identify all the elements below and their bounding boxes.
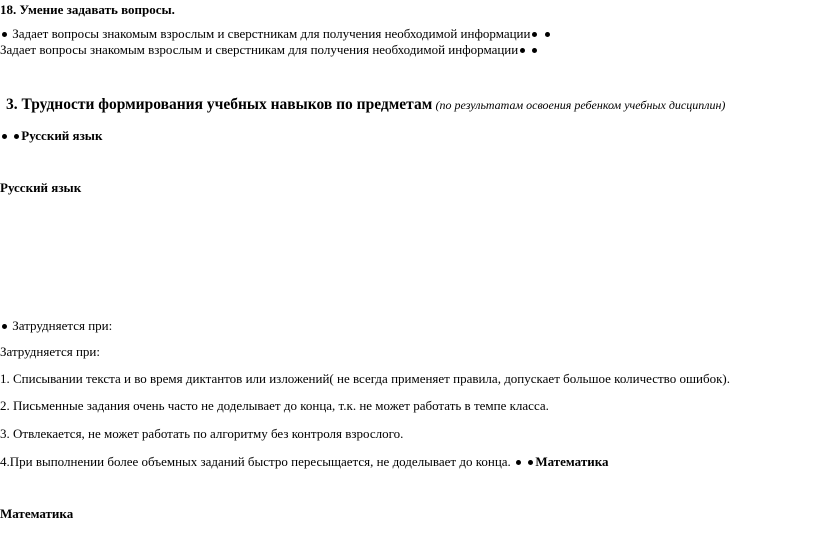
bullet-icon [2, 134, 7, 139]
bullet-icon [2, 324, 7, 329]
bullet-icon [516, 460, 521, 465]
russian-heading: Русский язык [0, 180, 82, 195]
list-item: 1. Списывании текста и во время диктантов или изложений( не всегда применяет правила, допускает большое количество ошибок). [0, 371, 730, 386]
bullet-icon [532, 32, 537, 37]
q18-item-text: Задает вопросы знакомым взрослым и сверстникам для получения необходимой информации [12, 26, 531, 41]
list-item: 3. Отвлекается, не может работать по алгоритму без контроля взрослого. [0, 426, 404, 441]
bullet-icon [528, 460, 533, 465]
bullet-icon [545, 32, 550, 37]
section3-title: 3. Трудности формирования учебных навыков по предметам [6, 96, 433, 113]
bullet-icon [14, 134, 19, 139]
q18-item-bulleted [0, 26, 552, 42]
bullet-icon [532, 48, 537, 53]
math-label: Математика [535, 454, 609, 469]
q18-item-text: Задает вопросы знакомым взрослым и сверстникам для получения необходимой информации [0, 42, 519, 57]
russian-label: Русский язык [21, 128, 103, 143]
q18-item-plain [0, 42, 539, 58]
list-item: 4.При выполнении более объемных заданий быстро пересыщается, не доделывает до конца. [0, 454, 511, 469]
bullet-icon [520, 48, 525, 53]
difficulty-label: Затрудняется при: [12, 318, 113, 333]
section3-heading [6, 97, 725, 113]
q18-title: 18. Умение задавать вопросы. [0, 2, 175, 17]
difficulty-label-plain: Затрудняется при: [0, 344, 100, 359]
bullet-icon [2, 32, 7, 37]
section3-subtitle: (по результатам освоения ребенком учебных дисциплин) [435, 98, 726, 112]
list-item-with-math [0, 454, 609, 470]
list-item: 2. Письменные задания очень часто не доделывает до конца, т.к. не может работать в темпе класса. [0, 398, 549, 413]
math-heading: Математика [0, 506, 74, 521]
russian-bulleted [0, 128, 102, 144]
difficulty-bulleted [0, 318, 112, 334]
